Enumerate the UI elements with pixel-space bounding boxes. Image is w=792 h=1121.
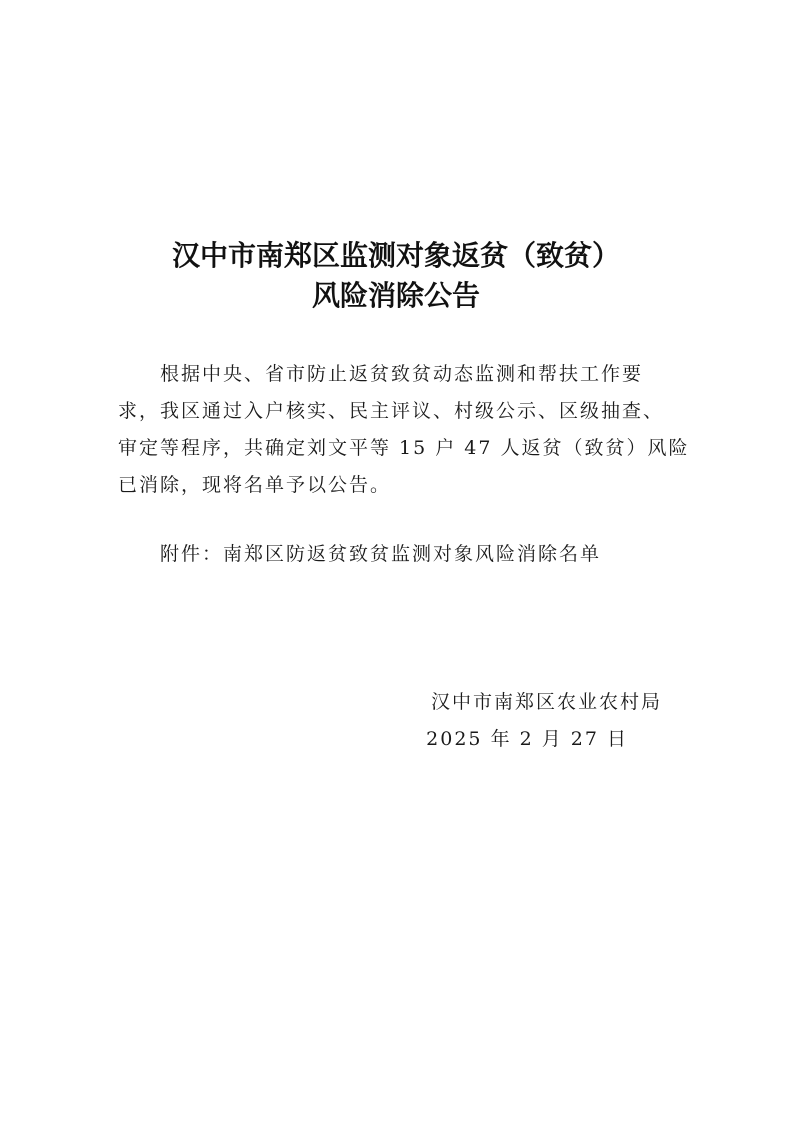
body-line: 已消除，现将名单予以公告。 — [118, 474, 392, 496]
signature-organization: 汉中市南郑区农业农村局 — [430, 691, 662, 713]
body-line: 求，我区通过入户核实、民主评议、村级公示、区级抽查、 — [118, 400, 665, 422]
body-paragraph — [118, 356, 690, 504]
body-line: 根据中央、省市防止返贫致贫动态监测和帮扶工作要 — [160, 363, 644, 385]
attachment-text: 附件：南郑区防返贫致贫监测对象风险消除名单 — [160, 543, 602, 565]
document-title-line-2: 风险消除公告 — [311, 279, 480, 312]
attachment-note — [118, 536, 674, 573]
signature-date: 2025 年 2 月 27 日 — [426, 728, 628, 750]
body-line: 审定等程序，共确定刘文平等 15 户 47 人返贫（致贫）风险 — [118, 437, 690, 459]
document-title-line-1: 汉中市南郑区监测对象返贫（致贫） — [171, 239, 620, 272]
